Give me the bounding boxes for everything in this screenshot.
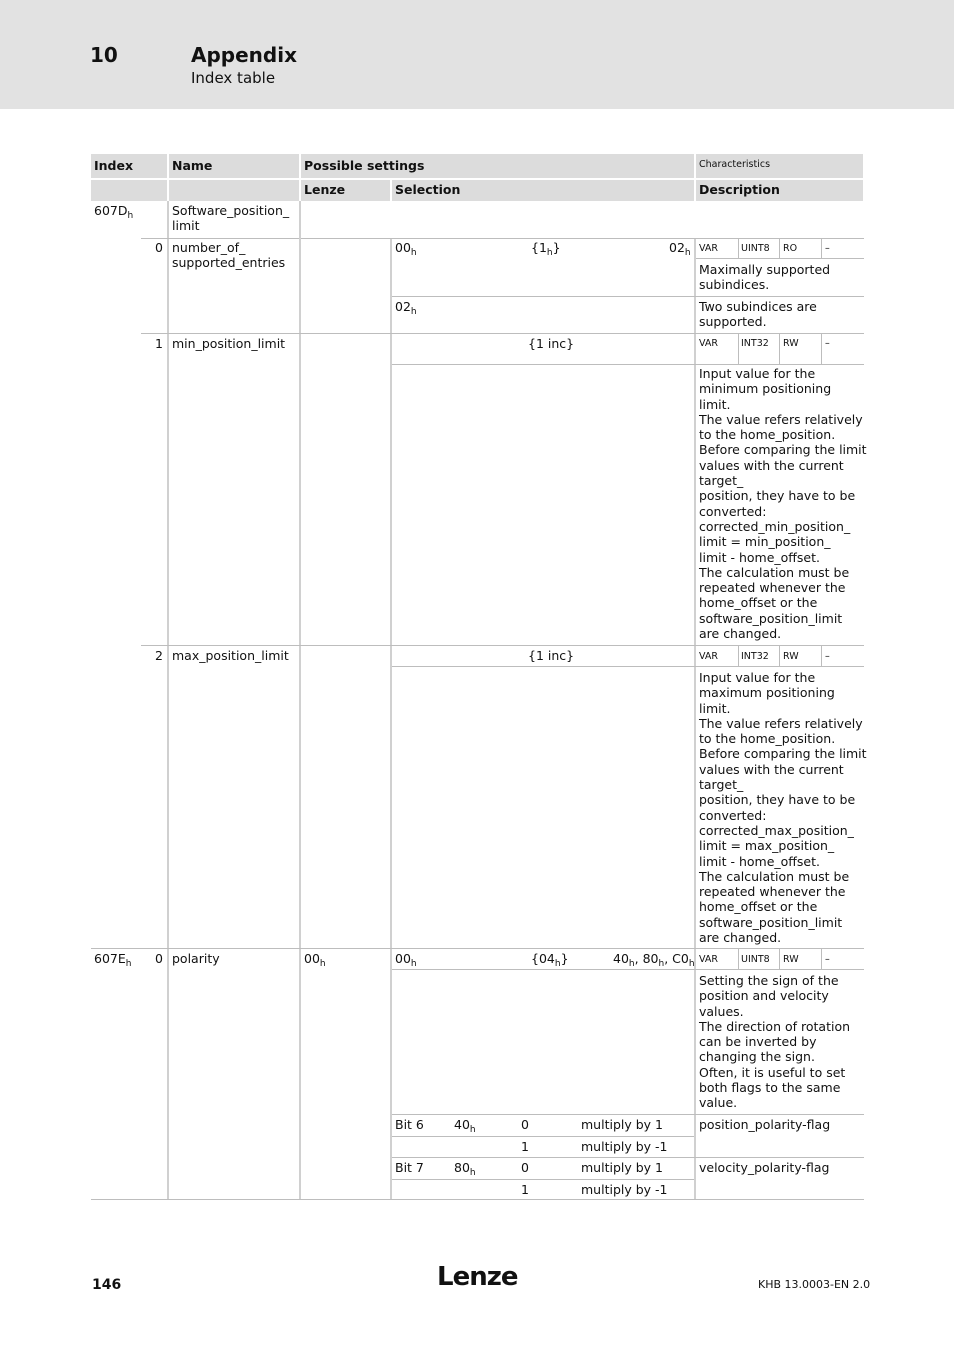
char-type: VAR [699,651,718,662]
bit-6-value-0: 0 [521,1117,529,1132]
bit-7-value-0: 0 [521,1160,529,1175]
header-description: Description [699,182,780,197]
row-line [696,258,864,259]
char-extra: – [825,243,830,254]
char-type: VAR [699,243,718,254]
char-separator [738,334,739,364]
char-access: RW [783,338,799,349]
subindex-0: 0 [155,240,163,255]
row-line [392,1114,864,1115]
subindex-2: 2 [155,648,163,663]
description-sub0: Maximally supported subindices. [699,262,831,293]
char-separator [779,238,780,258]
char-datatype: UINT8 [741,243,770,254]
description-polarity: Setting the sign of the position and velocity values. The direction of rotation can be inverted by changing the sign. Often, it is useful to set both flags to the same value. [699,973,851,1111]
bit-6-value-1: 1 [521,1139,529,1154]
char-type: VAR [699,338,718,349]
subindex-1: 1 [155,336,163,351]
char-separator [821,646,822,666]
bit-7-text-1: multiply by -1 [581,1182,668,1197]
header-characteristics: Characteristics [699,159,771,170]
char-access: RW [783,954,799,965]
index-607D: $607D_h$ [94,203,134,221]
char-separator [779,949,780,969]
row-line [141,333,864,334]
char-datatype: UINT8 [741,954,770,965]
name-software-position-limit: Software_position_ limit [172,203,290,234]
row-line [392,1136,694,1137]
lenze-logo: Lenze [437,1262,518,1292]
row-line [141,238,299,239]
name-polarity: polarity [172,951,220,966]
row-line [392,969,864,970]
row-line [91,948,864,949]
char-separator [821,949,822,969]
name-max-position-limit: max_position_limit [172,648,289,663]
char-extra: – [825,651,830,662]
char-extra: – [825,338,830,349]
char-separator [821,334,822,364]
description-sub2: Input value for the maximum positioning limit. The value refers relatively to the home_position. Before comparing the limit values with the current target_ position, they have to be converted: corrected_max_position_ limit = max_position_ limit - home_offset. The calculation must be repeated whenever the home_offset or the software_position_limit are changed. [699,670,867,946]
char-separator [738,238,739,258]
index-607E: $607E_h$ [94,951,132,969]
bit-7-flag: velocity_polarity-flag [699,1160,830,1175]
header-index: Index [94,158,134,173]
selection-step: {1 inc} [528,648,575,663]
char-separator [779,334,780,364]
subindex-0: 0 [155,951,163,966]
bit-7-text-0: multiply by 1 [581,1160,663,1175]
header-selection: Selection [395,182,461,197]
header-cell-blank-2 [169,180,299,201]
row-line [301,238,864,239]
bit-7-value-1: 1 [521,1182,529,1197]
column-separator [167,201,169,238]
char-access: RW [783,651,799,662]
column-separator [167,238,169,1200]
bit-6-flag: position_polarity-flag [699,1117,831,1132]
bit-6-hex: $40_h$ [454,1117,476,1135]
char-separator [738,949,739,969]
header-lenze: Lenze [304,182,346,197]
bit-6-label: Bit 6 [395,1117,424,1132]
document-id: KHB 13.0003-EN 2.0 [758,1278,871,1291]
column-separator [694,238,696,1200]
lenze-default: $00_h$ [304,951,326,969]
row-line [141,645,864,646]
chapter-title: Appendix [191,43,297,67]
selection-max: $02_h$ [669,240,691,258]
char-type: VAR [699,954,718,965]
bit-7-hex: $80_h$ [454,1160,476,1178]
selection-min: $00_h$ [395,951,417,969]
bit-6-text-1: multiply by -1 [581,1139,668,1154]
page-number: 146 [92,1277,122,1293]
row-line [392,666,864,667]
char-datatype: INT32 [741,338,769,349]
row-line [392,296,864,297]
selection-min: $00_h$ [395,240,417,258]
row-line [392,364,864,365]
selection-step: {1 inc} [528,336,575,351]
row-line [392,1157,864,1158]
header-cell-blank-1 [91,180,167,201]
char-separator [738,646,739,666]
char-extra: – [825,954,830,965]
chapter-header-band [0,0,954,109]
selection-step: $\{1_h\}$ [531,240,561,258]
header-name: Name [172,158,213,173]
selection-step: $\{04_h\}$ [531,951,569,969]
char-access: RO [783,243,798,254]
column-separator [299,201,301,1200]
name-number-of-supported-entries: number_of_ supported_entries [172,240,286,271]
bit-6-text-0: multiply by 1 [581,1117,663,1132]
selection-value-02: $02_h$ [395,299,417,317]
header-possible-settings: Possible settings [304,158,425,173]
row-line [91,1199,864,1200]
chapter-number: 10 [90,43,118,67]
column-separator [390,238,392,1200]
char-datatype: INT32 [741,651,769,662]
bit-7-label: Bit 7 [395,1160,424,1175]
section-title: Index table [191,69,276,87]
name-min-position-limit: min_position_limit [172,336,286,351]
char-separator [821,238,822,258]
selection-max: $40_h$, $80_h$, $C0_h$ [613,951,695,969]
char-separator [779,646,780,666]
description-sub0-value: Two subindices are supported. [699,299,817,330]
row-line [392,1179,694,1180]
description-sub1: Input value for the minimum positioning limit. The value refers relatively to the home_position. Before comparing the limit values with the current target_ position, they have to be converted: corrected_min_position_ limit = min_position_ limit - home_offset. The calculation must be repeated whenever the home_offset or the software_position_limit are changed. [699,366,867,642]
